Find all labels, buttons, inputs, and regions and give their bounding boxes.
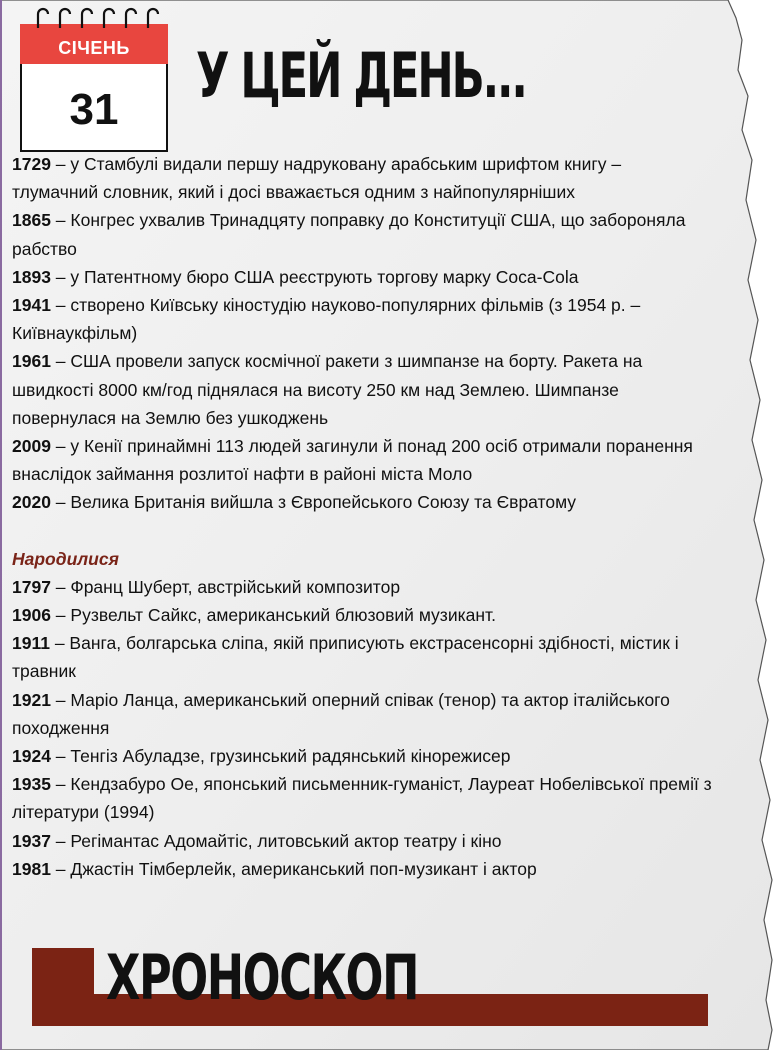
birth-item (12, 770, 712, 826)
calendar-icon (20, 14, 168, 138)
entry-year: 1729 (12, 154, 51, 174)
entry-text: – Джастін Тімберлейк, американський поп-музикант і актор (50, 858, 537, 879)
calendar-day: 31 (20, 64, 168, 152)
entry-text: – у Стамбулі видали першу надруковану арабським шрифтом книгу – тлумачний словник, який і досі вважається одним з найпопулярніших (12, 154, 622, 203)
entry-text: – Кендзабуро Ое, японський письменник-гуманіст, Лауреат Нобелівської премії з літератури (1994) (12, 774, 712, 823)
entry-text: – Велика Британія вийшла з Європейського Союзу та Євратому (50, 492, 577, 513)
entry-year: 1906 (12, 605, 51, 626)
entry-year: 1935 (12, 774, 51, 795)
left-border-line (0, 0, 2, 1050)
entry-year: 1865 (12, 210, 51, 231)
birth-item (12, 686, 712, 742)
entry-year: 1893 (12, 266, 51, 287)
birth-item (12, 855, 712, 883)
entry-text: – у Патентному бюро США реєструють торгову марку Coca-Cola (50, 266, 579, 287)
birth-item (12, 629, 712, 685)
entry-year: 1921 (12, 689, 51, 710)
event-item (12, 347, 712, 432)
entry-text: – Тенгіз Абуладзе, грузинський радянський кінорежисер (50, 746, 511, 767)
entry-year: 1961 (12, 351, 51, 372)
entry-year: 2009 (12, 436, 51, 457)
entry-text: – Франц Шуберт, австрійський композитор (50, 576, 401, 597)
entry-text: – Ванга, болгарська сліпа, якій приписують екстрасенсорні здібності, містик і травник (12, 633, 679, 682)
entry-year: 1937 (12, 830, 51, 851)
entry-text: – створено Київську кіностудію науково-популярних фільмів (з 1954 р. – Київнаукфільм) (12, 295, 641, 344)
event-item (12, 291, 712, 347)
entry-text: – Маріо Ланца, американський оперний співак (тенор) та актор італійського походження (12, 689, 670, 738)
event-item (12, 263, 712, 291)
calendar-month: СІЧЕНЬ (20, 24, 168, 64)
birth-item (12, 742, 712, 770)
birth-item (12, 573, 712, 601)
footer-title: ХРОНОСКОП (106, 941, 418, 1014)
birth-item (12, 827, 712, 855)
events-list (12, 150, 712, 517)
entry-year: 1924 (12, 746, 51, 767)
page-title: У ЦЕЙ ДЕНЬ... (196, 39, 526, 112)
entry-text: – Рузвельт Сайкс, американський блюзовий музикант. (50, 605, 496, 626)
event-item (12, 150, 712, 206)
calendar-rings-icon (34, 6, 164, 32)
main-content (12, 150, 712, 883)
event-item (12, 488, 712, 516)
event-item (12, 432, 712, 488)
entry-year: 1911 (12, 633, 50, 654)
born-heading: Народилися (12, 548, 119, 569)
event-item (12, 206, 712, 262)
entry-text: – США провели запуск космічної ракети з шимпанзе на борту. Ракета на швидкості 8000 км/год піднялася на висоту 250 км над Землею. Шимпанзе повернулася на Землю без ушкоджень (12, 351, 643, 428)
births-list (12, 573, 712, 883)
birth-item (12, 601, 712, 629)
entry-text: – Регімантас Адомайтіс, литовський актор театру і кіно (50, 830, 502, 851)
entry-year: 2020 (12, 492, 51, 513)
entry-text: – Конгрес ухвалив Тринадцяту поправку до Конституції США, що забороняла рабство (12, 210, 686, 259)
entry-text: – у Кенії принаймні 113 людей загинули й понад 200 осіб отримали поранення внаслідок займання розлитої нафти в районі міста Моло (12, 436, 693, 485)
entry-year: 1797 (12, 576, 51, 597)
entry-year: 1981 (12, 858, 51, 879)
entry-year: 1941 (12, 295, 51, 316)
